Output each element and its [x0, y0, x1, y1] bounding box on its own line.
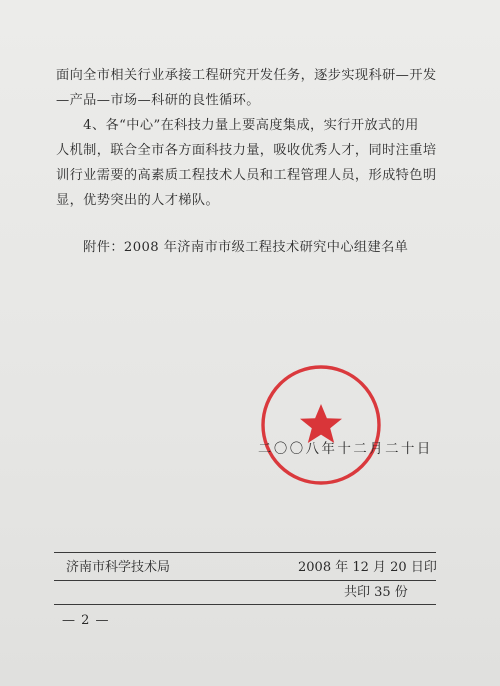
- body-line-3: 4、各“中心”在科技力量上要高度集成，实行开放式的用: [56, 118, 419, 133]
- body-line-6: 显，优势突出的人才梯队。: [56, 193, 220, 208]
- star-icon: [300, 404, 342, 443]
- footer-rule-bottom: [54, 604, 436, 605]
- attachment-line: 附件：2008 年济南市市级工程技术研究中心组建名单: [56, 240, 409, 255]
- body-line-2: —产品—市场—科研的良性循环。: [56, 93, 260, 108]
- body-line-1: 面向全市相关行业承接工程研究开发任务，逐步实现科研—开发: [56, 68, 437, 83]
- footer-rule-mid: [54, 580, 436, 581]
- footer-copies: 共印 35 份: [344, 585, 408, 600]
- page-number: — 2 —: [62, 613, 110, 628]
- signature-date: 二〇〇八年十二月二十日: [258, 442, 433, 457]
- footer-print-date: 2008 年 12 月 20 日印: [298, 560, 437, 575]
- official-seal: [258, 362, 384, 488]
- footer-rule-top: [54, 552, 436, 553]
- body-line-5: 训行业需要的高素质工程技术人员和工程管理人员，形成特色明: [56, 168, 437, 183]
- body-line-4: 人机制，联合全市各方面科技力量，吸收优秀人才，同时注重培: [56, 143, 437, 158]
- footer-issuer: 济南市科学技术局: [66, 560, 171, 575]
